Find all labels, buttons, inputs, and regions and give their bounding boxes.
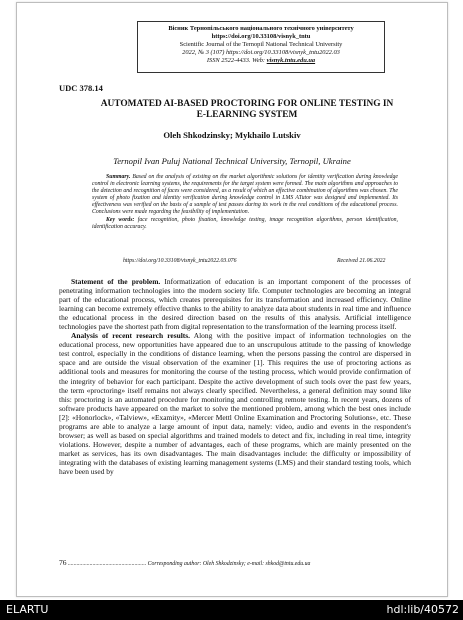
received-date: Received 21.06.2022 (337, 258, 386, 264)
journal-header-box (137, 21, 385, 73)
repository-name: ELARTU (6, 603, 49, 616)
document-page (16, 2, 448, 597)
journal-issn: ISSN 2522-4433. Web: visnyk.tntu.edu.ua (206, 57, 316, 64)
handle-identifier[interactable]: hdl:lib/40572 (386, 603, 459, 616)
paragraph-analysis-of-research: Analysis of recent research results. Along with the positive impact of information technologies on the educational process, new opportunities have appeared due to an unscrupulous attitude to the passing of knowledge test control, especially in the conditions of distance learning, when the persons passing the control are dispersed in space and are outside the visual observation of the examiner [1]. This requires the use of proctoring actions as additional tools and measures for monitoring the course of the testing process, which would provide confirmation of the integrity of behavior for each participant. Despite the active development of such tools over the past few years, the term «proctoring» itself remains not always clearly specified. Nevertheless, a general definition may sound like this: proctoring is an automated procedure for monitoring and controlling remote testing. In recent years, dozens of software products have appeared on the market to solve the mentioned problem, among which the best ones include [2]: «Honorlock», «Talview», «Examity», «Mercer Mettl Online Examination and Proctoring Solutions», etc. These programs are able to analyze a large amount of input data, namely: video, audio and events in the respondent's browser; as well as based on special algorithms and trained models to detect and fix, including in real time, integrity violations. However, despite a number of advantages, each of these programs, which are mainly presented on the market as services, has its own disadvantages. The main disadvantages include: the difficulty or impossibility of integrating with the databases of existing learning management systems (LMS) and their standard testing tools, which have been used by (59, 331, 411, 476)
abstract (92, 174, 398, 231)
abstract-keywords: Key words: face recognition, photo fixation, knowledge testing, image recognition algorithms, person identification, identification accuracy. (92, 216, 398, 230)
journal-issue: 2022, № 3 (107) https://doi.org/10.33108/visnyk_tntu2022.03 (182, 49, 340, 56)
article-body (59, 277, 411, 476)
abstract-summary: Summary. Based on the analysis of existing on the market algorithmic solutions for identity verification during knowledge control in electronic learning systems, the requirements for the target system were formed. The main algorithms and approaches to the detection and recognition of faces were considered, as a result of which an effective combination of algorithms was chosen. The system of photo fixation and identity verification during knowledge control in LMS ATutor was designed and implemented. Its effectiveness was verified on the basis of a sample of test passes during its work in the real conditions of the educational process. Conclusions were made regarding the feasibility of implementation. (92, 174, 398, 216)
journal-name-ukr: Вісник Тернопільського національного технічного університету (168, 25, 354, 32)
journal-doi: https://doi.org/10.33108/visnyk_tntu (211, 33, 311, 40)
paper-affiliation: Ternopil Ivan Puluj National Technical University, Ternopil, Ukraine (113, 156, 351, 166)
udc-code: UDC 378.14 (59, 83, 103, 93)
journal-name-eng: Scientific Journal of the Ternopil National Technical University (179, 41, 343, 48)
page-number: 76 (59, 558, 67, 567)
paper-title: AUTOMATED AI-BASED PROCTORING FOR ONLINE TESTING IN E-LEARNING SYSTEM (100, 99, 394, 120)
article-doi-link[interactable]: https://doi.org/10.33108/visnyk_tntu2022.03.076 (123, 258, 237, 264)
paper-authors: Oleh Shkodzinsky; Mykhailo Lutskiv (163, 130, 301, 140)
corresponding-author: Corresponding author: Oleh Shkodzinsky; e-mail: shkod@tntu.edu.ua (146, 561, 311, 567)
journal-website-link[interactable]: visnyk.tntu.edu.ua (266, 57, 316, 64)
paragraph-statement-of-problem: Statement of the problem. Informatization of education is an important component of the processes of penetrating information technologies into the modern society life. Computer technologies are becoming an integral part of the educational process, which creates prerequisites for its transformation and increased efficiency. Online learning can become extremely effective thanks to the ability to analyze data about students in real time and influence the educational process in the desired direction based on the results of this analysis. Artificial intelligence technologies pave the shortest path from digital representation to the transformation of the learning process itself. (59, 277, 411, 332)
viewer-bottom-bar (0, 600, 463, 620)
page-footer: 76 ...................................................... Corresponding author: Oleh Shkodzinsky; e-mail: shkod@tntu.edu.ua (59, 558, 311, 567)
